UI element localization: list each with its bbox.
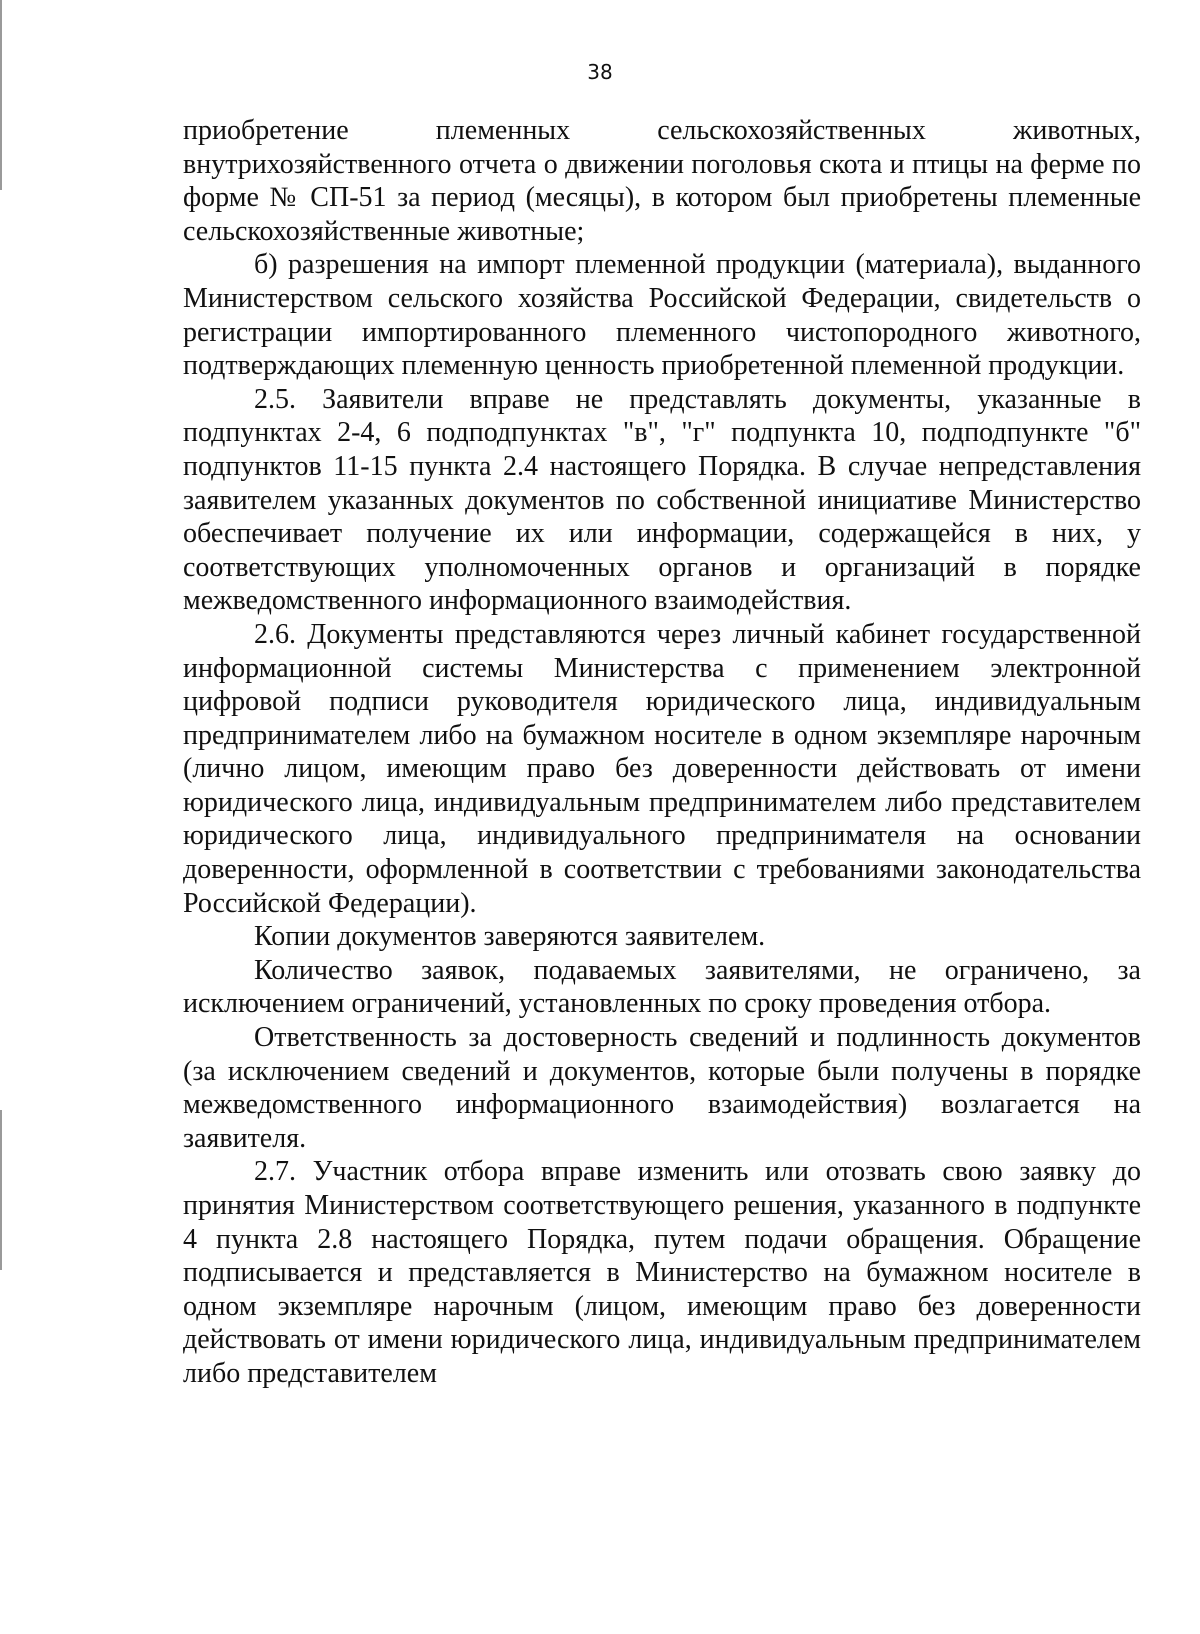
page-number: 38	[587, 60, 613, 84]
document-body	[183, 114, 1141, 1391]
scan-edge-mark	[0, 1110, 2, 1270]
paragraph: б) разрешения на импорт племенной продукции (материала), выданного Министерством сельского хозяйства Российской Федерации, свидетельств о регистрации импортированного племенного чистопородного животного, подтверждающих племенную ценность приобретенной племенной продукции.	[183, 249, 1141, 382]
paragraph: 2.5. Заявители вправе не представлять документы, указанные в подпунктах 2-4, 6 подподпунктах "в", "г" подпункта 10, подподпункте "б" подпунктов 11-15 пункта 2.4 настоящего Порядка. В случае непредставления заявителем указанных документов по собственной инициативе Министерство обеспечивает получение их или информации, содержащейся в них, у соответствующих уполномоченных органов и организаций в порядке межведомственного информационного взаимодействия.	[183, 383, 1141, 617]
paragraph: приобретение племенных сельскохозяйственных животных, внутрихозяйственного отчета о движении поголовья скота и птицы на ферме по форме № СП-51 за период (месяцы), в котором был приобретены племенные сельскохозяйственные животные;	[183, 115, 1141, 247]
scan-edge-mark	[0, 0, 2, 190]
paragraph: Копии документов заверяются заявителем.	[254, 921, 766, 953]
paragraph: Количество заявок, подаваемых заявителями, не ограничено, за исключением ограничений, установленных по сроку проведения отбора.	[183, 954, 1141, 1020]
paragraph: 2.7. Участник отбора вправе изменить или отозвать свою заявку до принятия Министерством соответствующего решения, указанного в подпункте 4 пункта 2.8 настоящего Порядка, путем подачи обращения. Обращение подписывается и представляется в Министерство на бумажном носителе в одном экземпляре нарочным (лицом, имеющим право без доверенности действовать от имени юридического лица, индивидуальным предпринимателем либо представителем	[183, 1156, 1141, 1389]
paragraph: Ответственность за достоверность сведений и подлинность документов (за исключением сведений и документов, которые были получены в порядке межведомственного информационного взаимодействия) возлагается на заявителя.	[183, 1022, 1141, 1154]
paragraph: 2.6. Документы представляются через личный кабинет государственной информационной системы Министерства с применением электронной цифровой подписи руководителя юридического лица, индивидуальным предпринимателем либо на бумажном носителе в одном экземпляре нарочным (лично лицом, имеющим право без доверенности действовать от имени юридического лица, индивидуальным предпринимателем либо представителем юридического лица, индивидуального предпринимателя на основании доверенности, оформленной в соответствии с требованиями законодательства Российской Федерации).	[183, 618, 1141, 919]
